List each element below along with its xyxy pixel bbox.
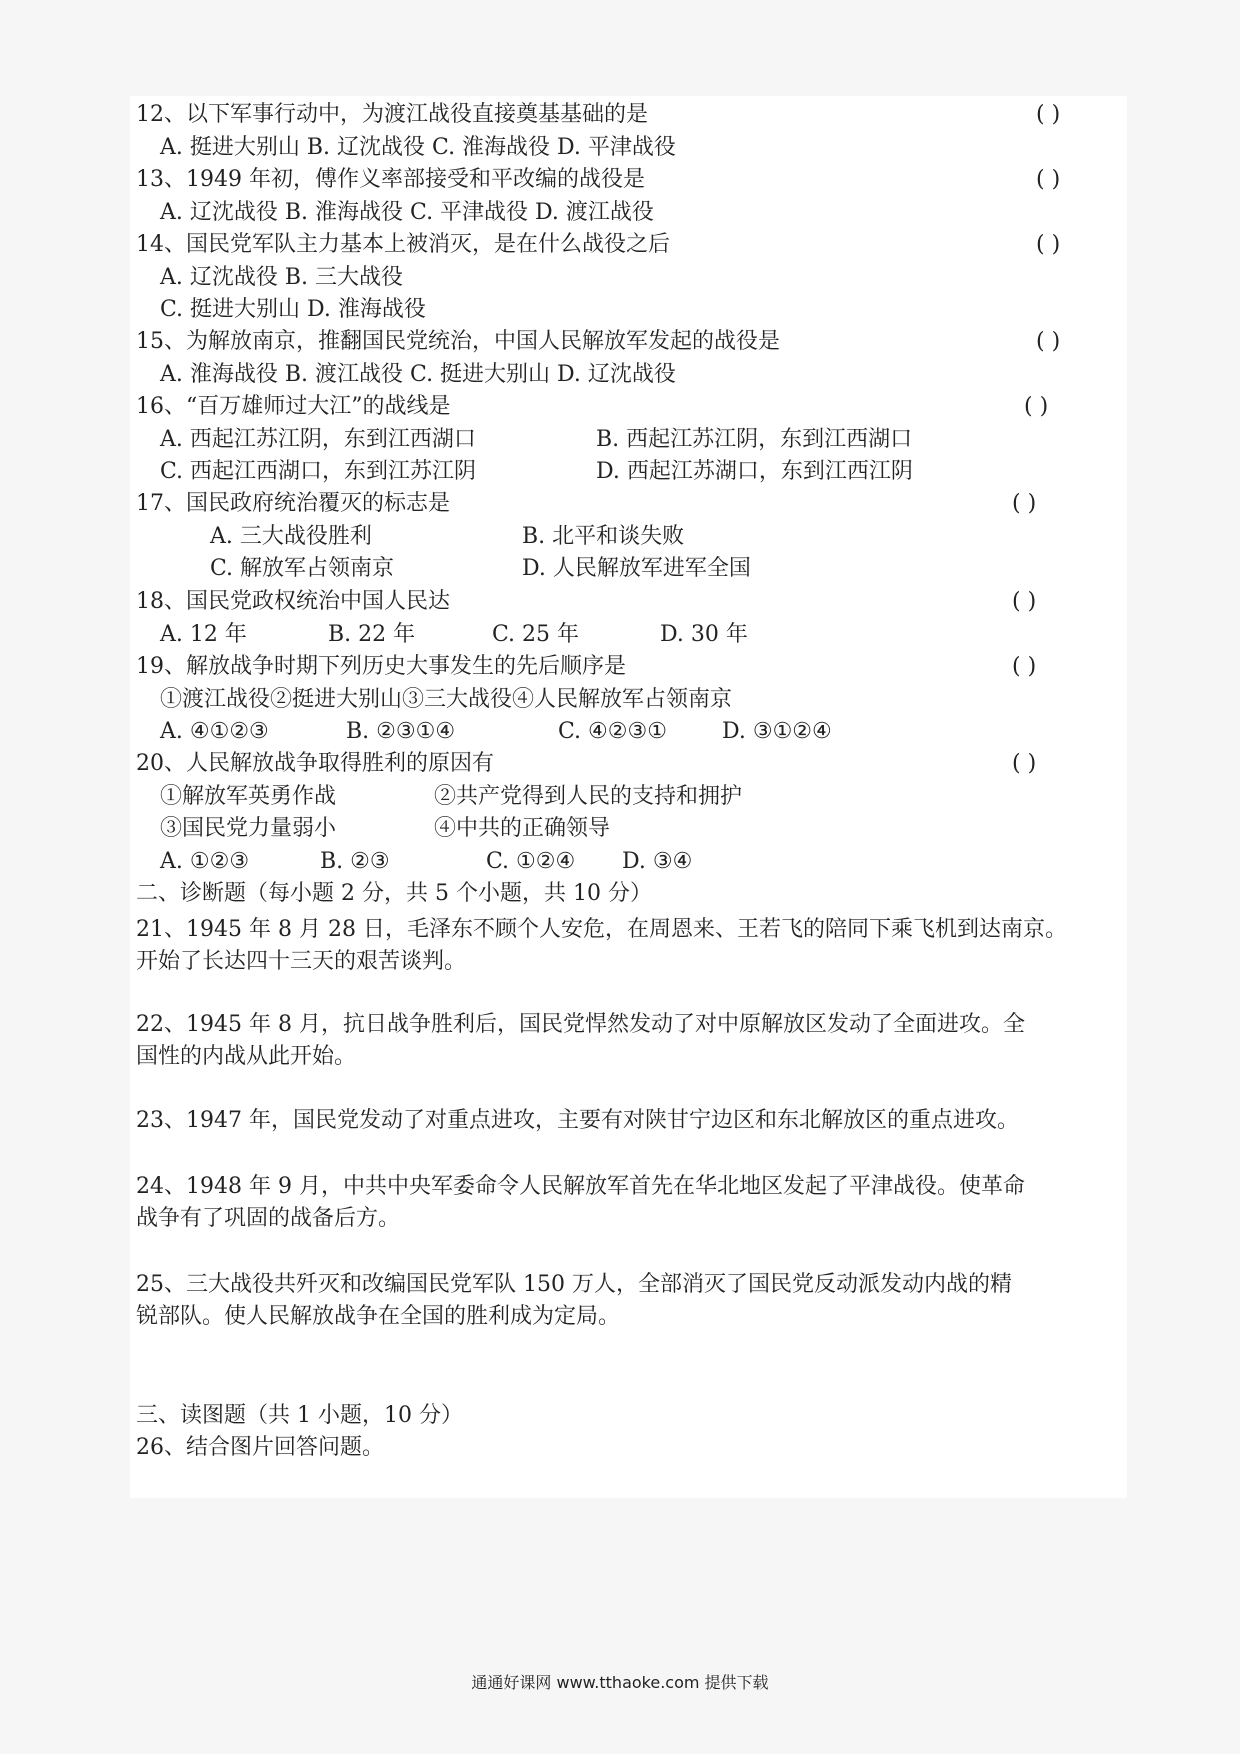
q19-option-c: C. ④②③① [558,719,667,744]
q19-answer-paren: ( ) [1012,654,1037,679]
q17-option-d: D. 人民解放军进军全国 [522,556,751,581]
q20-option-a: A. ①②③ [160,849,250,874]
q16-option-b: B. 西起江苏江阴，东到江西湖口 [596,427,913,452]
q16-stem: 16、“百万雄师过大江”的战线是 [136,394,451,419]
q24-line-1: 24、1948 年 9 月，中共中央军委命令人民解放军首先在华北地区发起了平津战役。使革命 [136,1174,1025,1199]
q21-line-1: 21、1945 年 8 月 28 日，毛泽东不顾个人安危，在周恩来、王若飞的陪同下乘飞机到达南京。 [136,917,1067,942]
q20-option-d: D. ③④ [622,849,693,874]
q20-option-b: B. ②③ [320,849,390,874]
q18-option-b: B. 22 年 [328,622,416,647]
section3-heading: 三、读图题（共 1 小题，10 分） [136,1403,463,1428]
q15-stem: 15、为解放南京，推翻国民党统治，中国人民解放军发起的战役是 [136,329,780,354]
page-footer: 通通好课网 www.tthaoke.com 提供下载 [471,1673,769,1692]
q26-stem: 26、结合图片回答问题。 [136,1435,384,1460]
q18-answer-paren: ( ) [1012,589,1037,614]
q19-option-b: B. ②③①④ [346,719,456,744]
q12-options: A. 挺进大别山 B. 辽沈战役 C. 淮海战役 D. 平津战役 [160,135,676,160]
q19-option-d: D. ③①②④ [722,719,832,744]
q16-answer-paren: ( ) [1024,394,1049,419]
q16-option-a: A. 西起江苏江阴，东到江西湖口 [160,427,476,452]
q13-stem: 13、1949 年初，傅作义率部接受和平改编的战役是 [136,167,645,192]
q16-option-c: C. 西起江西湖口，东到江苏江阴 [160,459,477,484]
q20-item-3: ③国民党力量弱小 [160,816,337,841]
q22-line-2: 国性的内战从此开始。 [136,1044,357,1069]
q19-option-a: A. ④①②③ [160,719,269,744]
q13-answer-paren: ( ) [1036,167,1061,192]
q18-option-a: A. 12 年 [160,622,247,647]
q20-stem: 20、人民解放战争取得胜利的原因有 [136,751,494,776]
q23-line-1: 23、1947 年，国民党发动了对重点进攻，主要有对陕甘宁边区和东北解放区的重点进攻。 [136,1108,1019,1133]
q18-stem: 18、国民党政权统治中国人民达 [136,589,450,614]
q20-item-2: ②共产党得到人民的支持和拥护 [434,784,743,809]
q18-option-d: D. 30 年 [660,622,748,647]
q20-option-c: C. ①②④ [486,849,576,874]
q14-answer-paren: ( ) [1036,232,1061,257]
q12-answer-paren: ( ) [1036,102,1061,127]
q25-line-1: 25、三大战役共歼灭和改编国民党军队 150 万人，全部消灭了国民党反动派发动内战的精 [136,1272,1012,1297]
q14-stem: 14、国民党军队主力基本上被消灭，是在什么战役之后 [136,232,670,257]
q18-option-c: C. 25 年 [492,622,580,647]
q17-option-c: C. 解放军占领南京 [210,556,395,581]
q16-option-d: D. 西起江苏湖口，东到江西江阴 [596,459,913,484]
q17-option-a: A. 三大战役胜利 [210,524,372,549]
q14-options-1: A. 辽沈战役 B. 三大战役 [160,265,404,290]
q19-stem: 19、解放战争时期下列历史大事发生的先后顺序是 [136,654,626,679]
section2-heading: 二、诊断题（每小题 2 分，共 5 个小题，共 10 分） [136,881,652,906]
q17-stem: 17、国民政府统治覆灭的标志是 [136,491,450,516]
q15-options: A. 淮海战役 B. 渡江战役 C. 挺进大别山 D. 辽沈战役 [160,362,676,387]
q22-line-1: 22、1945 年 8 月，抗日战争胜利后，国民党悍然发动了对中原解放区发动了全面进攻。全 [136,1012,1025,1037]
q21-line-2: 开始了长达四十三天的艰苦谈判。 [136,949,467,974]
q20-answer-paren: ( ) [1012,751,1037,776]
q20-item-1: ①解放军英勇作战 [160,784,337,809]
q19-items: ①渡江战役②挺进大别山③三大战役④人民解放军占领南京 [160,687,733,712]
q17-answer-paren: ( ) [1012,491,1037,516]
q13-options: A. 辽沈战役 B. 淮海战役 C. 平津战役 D. 渡江战役 [160,200,654,225]
q17-option-b: B. 北平和谈失败 [522,524,685,549]
q20-item-4: ④中共的正确领导 [434,816,611,841]
q12-stem: 12、以下军事行动中，为渡江战役直接奠基基础的是 [136,102,648,127]
q24-line-2: 战争有了巩固的战备后方。 [136,1206,401,1231]
q15-answer-paren: ( ) [1036,329,1061,354]
q14-options-2: C. 挺进大别山 D. 淮海战役 [160,297,426,322]
q25-line-2: 锐部队。使人民解放战争在全国的胜利成为定局。 [136,1304,621,1329]
